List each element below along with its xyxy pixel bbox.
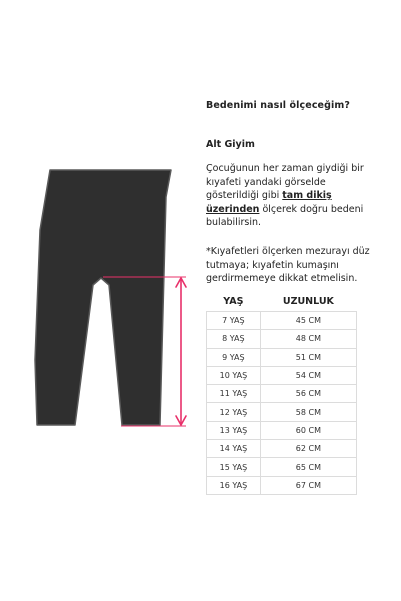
length-cell: 56 CM (260, 385, 356, 403)
length-cell: 51 CM (260, 348, 356, 366)
age-cell: 11 YAŞ (207, 385, 261, 403)
table-row (207, 312, 357, 330)
description-highlight: tam dikiş üzerinden (206, 190, 332, 215)
table-row (207, 385, 357, 403)
section-title: Alt Giyim (206, 139, 255, 150)
table-row (207, 348, 357, 366)
length-cell: 48 CM (260, 330, 356, 348)
measurement-note: *Kıyafetleri ölçerken mezurayı düz tutmaya; kıyafetin kumaşını gerdirmemeye dikkat etmelisin. (206, 246, 370, 284)
age-cell: 7 YAŞ (207, 312, 261, 330)
description-before: Çocuğunun her zaman giydiği bir kıyafeti yandaki görselde gösterildiği gibi (206, 163, 364, 201)
length-cell: 54 CM (260, 366, 356, 384)
table-row (207, 366, 357, 384)
table-row (207, 476, 357, 494)
header-age: YAŞ (207, 292, 261, 312)
age-cell: 10 YAŞ (207, 366, 261, 384)
pants-icon (35, 170, 171, 425)
age-cell: 13 YAŞ (207, 421, 261, 439)
age-cell: 9 YAŞ (207, 348, 261, 366)
header-length: UZUNLUK (260, 292, 356, 312)
length-cell: 58 CM (260, 403, 356, 421)
table-row (207, 421, 357, 439)
table-header-row (207, 292, 357, 312)
page-title: Bedenimi nasıl ölçeceğim? (206, 100, 350, 111)
table-row (207, 403, 357, 421)
length-cell: 67 CM (260, 476, 356, 494)
table-row (207, 458, 357, 476)
size-table (206, 292, 357, 495)
description-text (206, 162, 381, 230)
length-cell: 60 CM (260, 421, 356, 439)
age-cell: 12 YAŞ (207, 403, 261, 421)
length-cell: 45 CM (260, 312, 356, 330)
age-cell: 16 YAŞ (207, 476, 261, 494)
table-row (207, 440, 357, 458)
length-cell: 62 CM (260, 440, 356, 458)
description-after: ölçerek doğru bedeni bulabilirsin. (206, 203, 364, 228)
length-cell: 65 CM (260, 458, 356, 476)
age-cell: 14 YAŞ (207, 440, 261, 458)
age-cell: 8 YAŞ (207, 330, 261, 348)
age-cell: 15 YAŞ (207, 458, 261, 476)
table-row (207, 330, 357, 348)
